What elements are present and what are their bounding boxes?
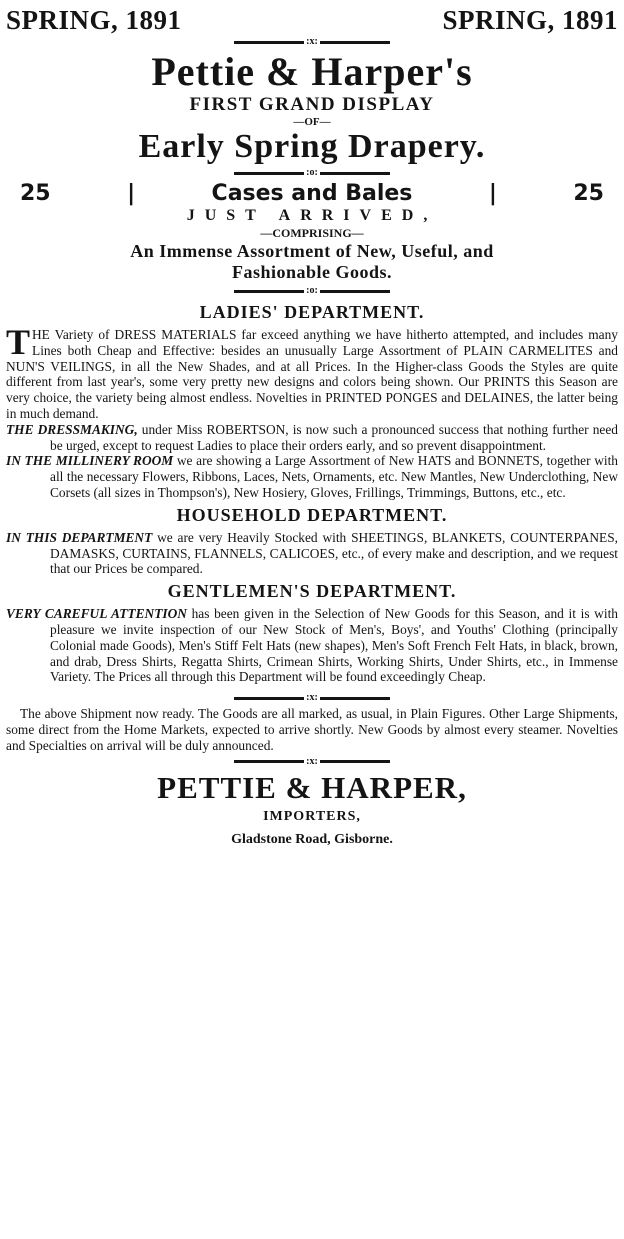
gentlemen-text: has been given in the Selection of New Goods for this Season, and it is with pleasure we invite inspection of our New Stock of Men's, Boys', and Youths' Clothing (principally Colonial made Goods), Men's Stiff Felt Hats (new shapes), Men's Soft French Felt Hats, in black, brown, and drab, Dress Shirts, Regatta Shirts, Crimean Shirts, Working Shirts, Under Shirts, etc., in Immense Variety. The Prices all through this Department will be found exceedingly Cheap. (50, 606, 618, 685)
divider-mark: :x: (306, 36, 318, 47)
divider (6, 755, 618, 769)
divider-line (320, 290, 390, 293)
divider (6, 691, 618, 705)
comprising-line: —COMPRISING— (260, 226, 364, 240)
household-paragraph (6, 530, 618, 577)
subtitle: FIRST GRAND DISPLAY (189, 94, 435, 115)
date-left: SPRING, 1891 (6, 5, 182, 35)
gentlemen-lead: VERY CAREFUL ATTENTION (6, 606, 187, 622)
divider-line (320, 172, 390, 175)
ladies-paragraph-3 (6, 453, 618, 500)
millinery-lead: IN THE MILLINERY ROOM (6, 453, 174, 469)
divider (6, 284, 618, 298)
divider-line (320, 697, 390, 700)
drop-cap: T (6, 322, 31, 362)
firm-name: Pettie & Harper's (151, 49, 473, 94)
divider-line (234, 290, 304, 293)
cases-count-right: 25 (573, 181, 604, 206)
ladies-paragraph-1 (6, 322, 618, 422)
cases-count-left: 25 (20, 181, 51, 206)
date-row (6, 6, 618, 34)
closing-paragraph: The above Shipment now ready. The Goods are all marked, as usual, in Plain Figures. Other Large Shipments, some direct from the Home Markets, expected to arrive shortly. New Goods by almost every steamer. Novelties and Specialties on arrival will be duly announced. (6, 706, 618, 753)
divider-mark: :o: (306, 167, 318, 178)
cases-text: Cases and Bales (211, 181, 413, 206)
immense-line-1: An Immense Assortment of New, Useful, and (130, 241, 494, 261)
arrived-line: JUST ARRIVED, (186, 207, 438, 224)
divider-line (320, 760, 390, 763)
ladies-paragraph-2 (6, 422, 618, 454)
cases-line (6, 181, 618, 207)
pipe-right: | (488, 181, 497, 206)
household-lead: IN THIS DEPARTMENT (6, 529, 153, 545)
gentlemen-paragraph (6, 606, 618, 685)
gentlemen-heading: GENTLEMEN'S DEPARTMENT. (167, 581, 457, 602)
ladies-text-2: under Miss ROBERTSON, is now such a pronounced success that nothing further need be urged, except to request Ladies to place their orders early, and so prevent disappointment. (50, 421, 618, 453)
divider-mark: :x: (306, 755, 318, 767)
household-heading: HOUSEHOLD DEPARTMENT. (176, 504, 448, 525)
ladies-text-3: we are showing a Large Assortment of New HATS and BONNETS, together with all the necessary Flowers, Ribbons, Laces, Nets, Ornaments, etc. New Mantles, New Underclothing, New Corsets (all sizes in Thompson's), New Hosiery, Gloves, Frillings, Trimmings, Buttons, etc., etc. (50, 453, 618, 500)
dressmaking-lead: THE DRESSMAKING, (6, 421, 138, 437)
immense-line-2: Fashionable Goods. (231, 262, 393, 282)
importers-line: IMPORTERS, (263, 808, 361, 824)
divider-mark: :o: (306, 285, 318, 296)
divider-line (234, 41, 304, 44)
divider-line (320, 41, 390, 44)
pipe-left: | (127, 181, 136, 206)
household-text: we are very Heavily Stocked with SHEETINGS, BLANKETS, COUNTERPANES, DAMASKS, CURTAINS, FLANNELS, CALICOES, etc., of every make and description, and we request that our Prices be compared. (50, 529, 618, 577)
divider-line (234, 697, 304, 700)
divider (6, 166, 618, 180)
divider-line (234, 760, 304, 763)
title: Early Spring Drapery. (138, 128, 486, 165)
divider (6, 35, 618, 49)
divider-mark: :x: (306, 692, 318, 704)
of-line: —OF— (293, 116, 331, 128)
divider-line (234, 172, 304, 175)
ladies-text-1: HE Variety of DRESS MATERIALS far exceed anything we have hitherto attempted, and includes many Lines both Cheap and Effective: besides an unusually Large Assortment of PLAIN CARMELITES and NUN'S VEILINGS, in all the New Shades, and at all Prices. In the Higher-class Goods the Styles are quite different from last year's, some very pretty new designs and colors being shown. Our PRINTS this Season are very choice, the variety being almost endless. Novelties in PRINTED PONGES and DELAINES, the latter being in much demand. (6, 327, 618, 421)
address-line: Gladstone Road, Gisborne. (231, 831, 393, 847)
closing-firm-name: PETTIE & HARPER, (157, 769, 467, 805)
date-right: SPRING, 1891 (442, 5, 618, 35)
ladies-heading: LADIES' DEPARTMENT. (199, 302, 425, 322)
